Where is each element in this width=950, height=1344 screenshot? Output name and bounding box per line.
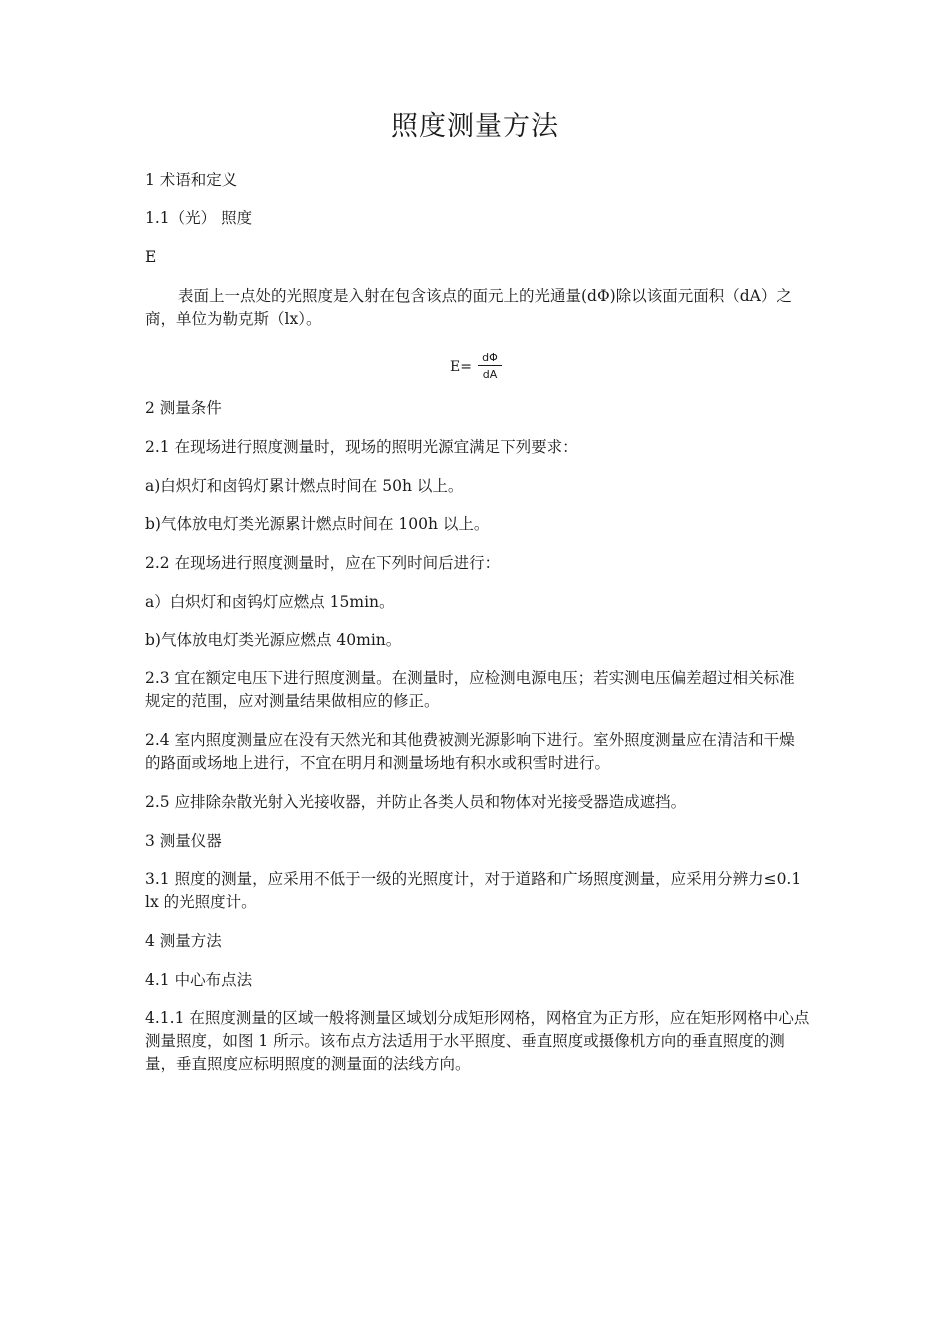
clause-2-4: 2.4 室内照度测量应在没有天然光和其他费被测光源影响下进行。室外照度测量应在清洁和干燥的路面或场地上进行，不宜在明月和测量场地有积水或积雪时进行。 <box>145 731 795 772</box>
clause-4-1-1: 4.1.1 在照度测量的区域一般将测量区域划分成矩形网格，网格宜为正方形，应在矩形网格中心点测量照度，如图 1 所示。该布点方法适用于水平照度、垂直照度或摄像机方向的垂直照度的测量，垂直照度应标明照度的测量面的法线方向。 <box>145 1009 810 1073</box>
clause-3-1: 3.1 照度的测量，应采用不低于一级的光照度计，对于道路和广场照度测量，应采用分辨力≤0.1 lx 的光照度计。 <box>145 870 802 911</box>
clause-2-1-b: b)气体放电灯类光源累计燃点时间在 100h 以上。 <box>145 515 490 533</box>
heading-illuminance: 1.1（光） 照度 <box>145 209 253 227</box>
clause-2-5: 2.5 应排除杂散光射入光接收器，并防止各类人员和物体对光接受器造成遮挡。 <box>145 793 687 811</box>
clause-4-1: 4.1 中心布点法 <box>145 971 253 989</box>
clause-2-2-a: a）白炽灯和卤钨灯应燃点 15min。 <box>145 593 395 611</box>
heading-terms-definitions: 1 术语和定义 <box>145 171 238 189</box>
clause-2-1: 2.1 在现场进行照度测量时，现场的照明光源宜满足下列要求： <box>145 438 578 456</box>
symbol-e: E <box>145 248 157 266</box>
definition-paragraph: 表面上一点处的光照度是入射在包含该点的面元上的光通量(dΦ)除以该面元面积（dA）之商，单位为勒克斯（lx）。 <box>145 287 792 328</box>
clause-2-3: 2.3 宜在额定电压下进行照度测量。在测量时，应检测电源电压；若实测电压偏差超过相关标准规定的范围，应对测量结果做相应的修正。 <box>145 669 795 710</box>
heading-measurement-conditions: 2 测量条件 <box>145 399 222 417</box>
page-title: 照度测量方法 <box>391 111 559 142</box>
heading-measurement-methods: 4 测量方法 <box>145 932 222 950</box>
clause-2-1-a: a)白炽灯和卤钨灯累计燃点时间在 50h 以上。 <box>145 477 464 495</box>
formula-lhs: E= <box>450 359 472 375</box>
formula-fraction <box>478 350 502 381</box>
formula-numerator: dΦ <box>478 350 502 366</box>
formula-denominator: dA <box>482 368 498 381</box>
heading-measurement-instruments: 3 测量仪器 <box>145 832 222 850</box>
clause-2-2: 2.2 在现场进行照度测量时，应在下列时间后进行： <box>145 554 501 572</box>
clause-2-2-b: b)气体放电灯类光源应燃点 40min。 <box>145 631 402 649</box>
